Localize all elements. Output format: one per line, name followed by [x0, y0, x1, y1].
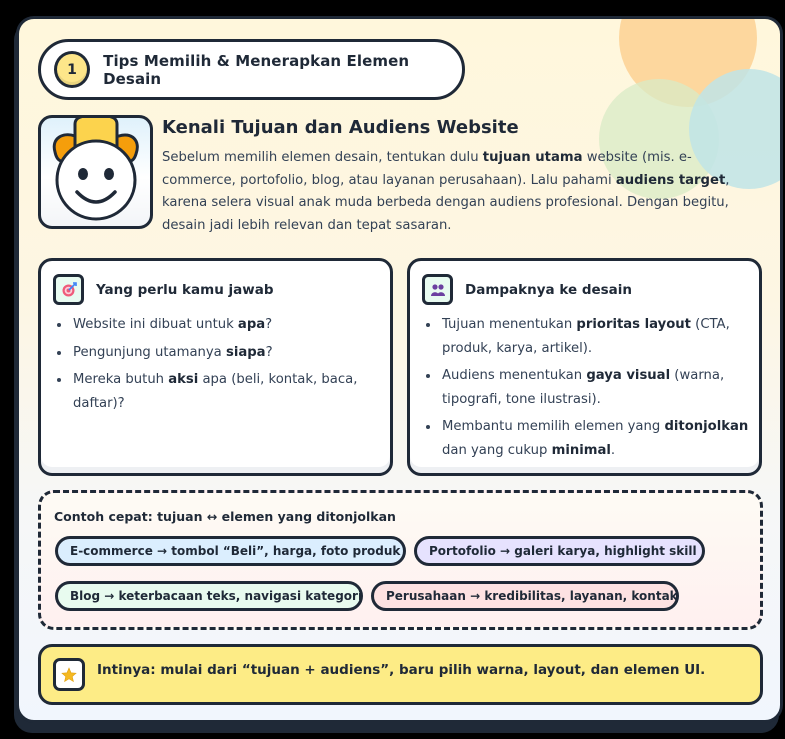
example-chip-company: Perusahaan → kredibilitas, layanan, kontak — [371, 581, 679, 611]
star-icon — [53, 658, 85, 691]
people-icon — [422, 274, 453, 305]
tip-card — [16, 16, 783, 723]
impact-list — [422, 313, 750, 466]
list-item: • Audiens menentukan gaya visual (warna, tipografi, tone ilustrasi). — [440, 364, 750, 411]
example-chip-portfolio: Portofolio → galeri karya, highlight skill — [414, 536, 705, 566]
target-icon — [53, 274, 84, 305]
avatar — [38, 115, 153, 229]
summary-text: Intinya: mulai dari “tujuan + audiens”, baru pilih warna, layout, dan elemen UI. — [97, 661, 706, 678]
example-chip-ecommerce: E-commerce → tombol “Beli”, harga, foto produk — [55, 536, 406, 566]
list-item: • Mereka butuh aksi apa (beli, kontak, baca, daftar)? — [71, 368, 381, 415]
impact-panel-title: Dampaknya ke desain — [465, 281, 633, 298]
questions-list — [53, 313, 381, 419]
list-item: • Pengunjung utamanya siapa? — [71, 341, 381, 365]
impact-panel — [407, 258, 762, 476]
example-chip-blog: Blog → keterbacaan teks, navigasi kategori — [55, 581, 363, 611]
section-title-pill — [38, 39, 465, 100]
list-item: • Website ini dibuat untuk apa? — [71, 313, 381, 337]
list-item: • Tujuan menentukan prioritas layout (CTA, produk, karya, artikel). — [440, 313, 750, 360]
smiley-with-hat-icon — [41, 118, 150, 226]
section-title: Tips Memilih & Menerapkan Elemen Desain — [103, 51, 410, 88]
intro-body: Sebelum memilih elemen desain, tentukan dulu tujuan utama website (mis. e-commerce, portofolio, blog, atau layanan perusahaan). Lalu pahami audiens target, karena selera visual anak muda berbeda dengan audiens profesional. Dengan begitu, desain jadi lebih relevan dan tepat sasaran. — [162, 150, 730, 233]
questions-panel — [38, 258, 393, 476]
list-item: • Membantu memilih elemen yang ditonjolkan dan yang cukup minimal. — [440, 415, 750, 462]
summary-callout — [38, 644, 763, 705]
intro-title: Kenali Tujuan dan Audiens Website — [162, 117, 519, 138]
step-number-badge: 1 — [54, 51, 90, 88]
quick-examples-box — [38, 490, 763, 630]
quick-examples-title: Contoh cepat: tujuan ↔ elemen yang ditonjolkan — [54, 509, 396, 524]
questions-panel-title: Yang perlu kamu jawab — [96, 281, 274, 298]
